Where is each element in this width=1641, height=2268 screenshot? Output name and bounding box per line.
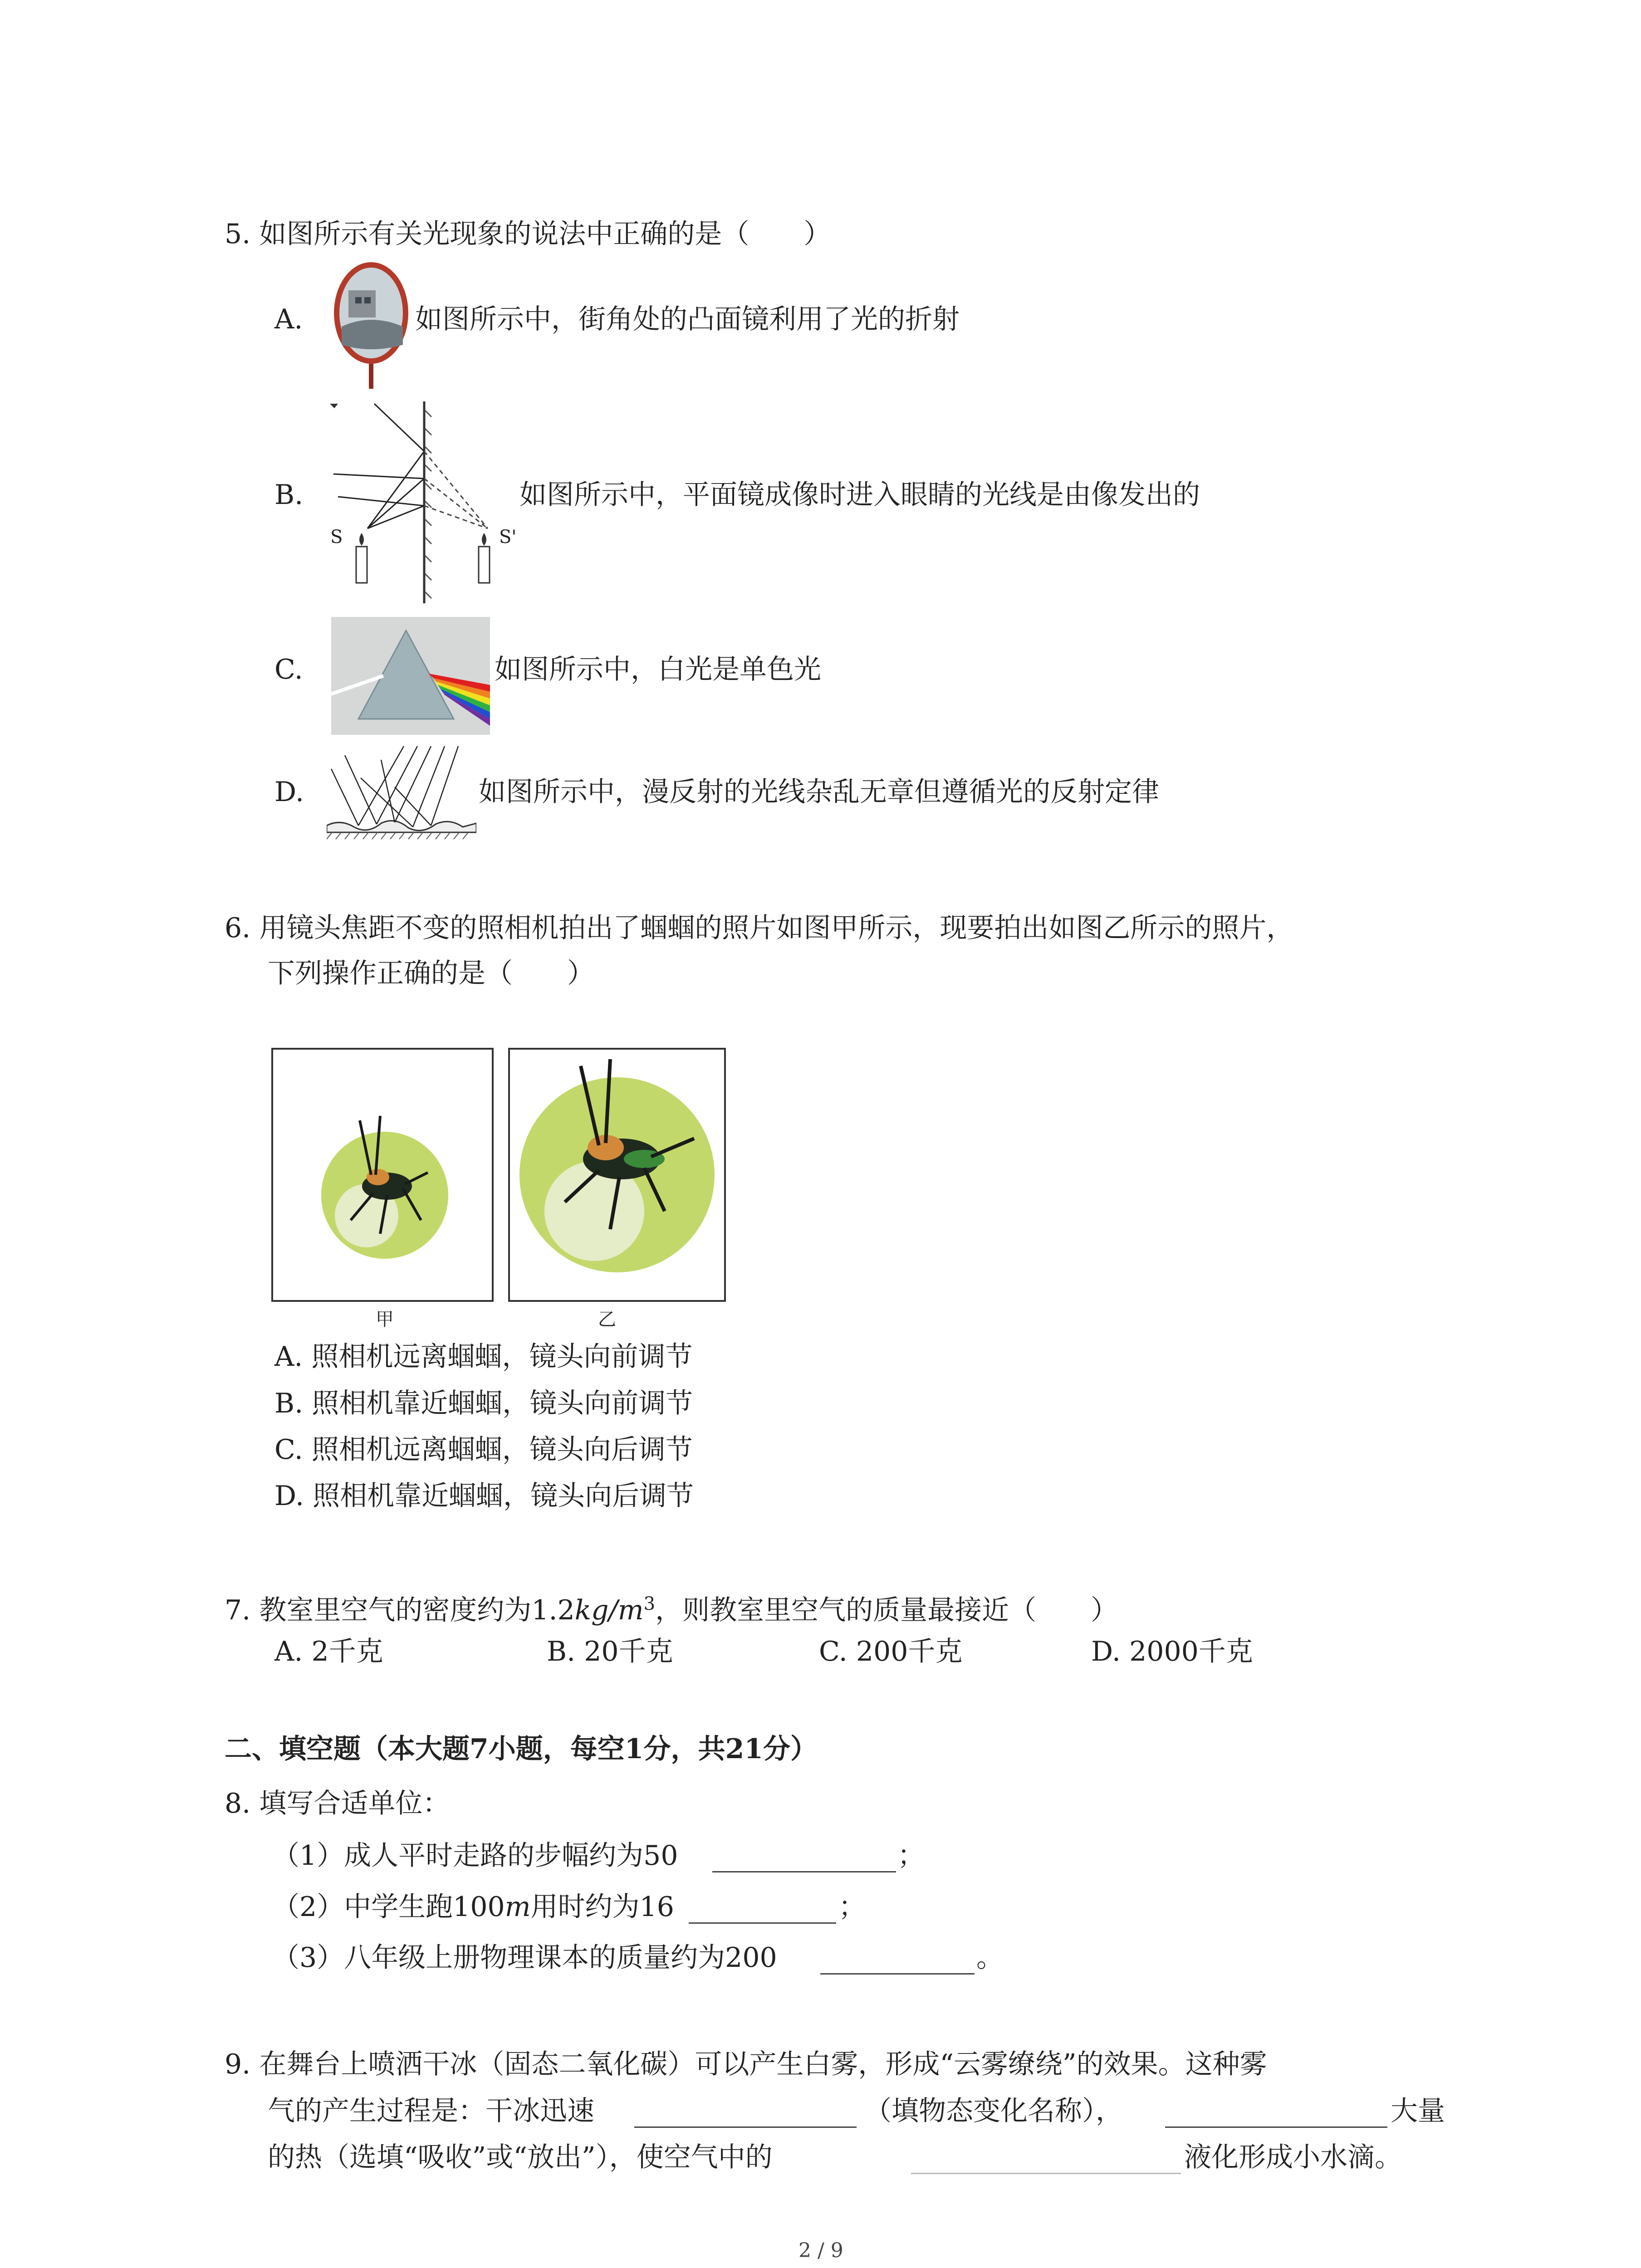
- q8-item-2-end: ；: [838, 1891, 866, 1923]
- q7-option-b: B. 20千克: [547, 1636, 673, 1667]
- q8-item-1-text: （1）成人平时走路的步幅约为50: [272, 1840, 678, 1872]
- q6-option-a: A. 照相机远离蝈蝈，镜头向前调节: [274, 1341, 693, 1373]
- prism-dispersion-figure: [331, 617, 490, 735]
- q9-line3-a: 的热（选填“吸收”或“放出”），使空气中的: [268, 2141, 773, 2173]
- q6-option-d: D. 照相机靠近蝈蝈，镜头向后调节: [274, 1480, 694, 1512]
- q5-option-d-letter: D.: [274, 776, 304, 808]
- q7-option-d: D. 2000千克: [1091, 1636, 1253, 1667]
- q5-option-d-text: 如图所示中，漫反射的光线杂乱无章但遵循光的反射定律: [479, 776, 1159, 808]
- q8-stem: 8. 填写合适单位：: [225, 1788, 450, 1819]
- q9-line2-c: 大量: [1391, 2095, 1445, 2127]
- photo-label-jia: 甲: [376, 1309, 394, 1330]
- q8-item-3-text: （3）八年级上册物理课本的质量约为200: [272, 1942, 777, 1974]
- page-number: 2 / 9: [798, 2239, 843, 2262]
- q8-item-3-end: 。: [976, 1942, 1004, 1974]
- q6-option-b: B. 照相机靠近蝈蝈，镜头向前调节: [274, 1388, 693, 1419]
- q5-option-b-letter: B.: [274, 479, 304, 511]
- q6-option-c: C. 照相机远离蝈蝈，镜头向后调节: [274, 1434, 693, 1466]
- q9-line3-b: 液化形成小水滴。: [1184, 2141, 1402, 2173]
- photo-yi-frame: [508, 1048, 726, 1302]
- q5-option-a-letter: A.: [274, 303, 303, 335]
- q8-item-2-text: [272, 1891, 674, 1923]
- q9-blank-1[interactable]: [634, 2126, 857, 2128]
- q9-blank-3[interactable]: [911, 2173, 1181, 2174]
- q9-line2-b: （填物态变化名称），: [864, 2095, 1123, 2127]
- q8-item-1-end: ；: [897, 1840, 925, 1872]
- section-2-heading: 二、填空题（本大题7小题，每空1分，共21分）: [225, 1733, 818, 1765]
- q8-item-2-after: 用时约为16: [530, 1891, 674, 1923]
- q7-stem: [225, 1588, 1118, 1627]
- diffuse-reflection-figure: [327, 742, 476, 846]
- q8-item-3-blank[interactable]: [820, 1973, 975, 1975]
- q7-option-c: C. 200千克: [819, 1636, 963, 1667]
- q5-option-a-text: 如图所示中，街角处的凸面镜利用了光的折射: [415, 303, 960, 335]
- q6-stem-line2: 下列操作正确的是（ ）: [268, 958, 594, 989]
- q8-item-2-before: （2）中学生跑100: [272, 1891, 505, 1923]
- q5-option-c-text: 如图所示中，白光是单色光: [495, 654, 821, 685]
- convex-mirror-figure: [330, 259, 412, 390]
- q6-stem-line1: 6. 用镜头焦距不变的照相机拍出了蝈蝈的照片如图甲所示，现要拍出如图乙所示的照片，: [225, 912, 1294, 944]
- q8-item-2-unit: m: [505, 1891, 531, 1923]
- q9-line1: 9. 在舞台上喷洒干冰（固态二氧化碳）可以产生白雾，形成“云雾缭绕”的效果。这种雾: [225, 2048, 1267, 2080]
- q5-stem: 5. 如图所示有关光现象的说法中正确的是（ ）: [225, 218, 831, 250]
- q5-option-b-text: 如图所示中，平面镜成像时进入眼睛的光线是由像发出的: [519, 479, 1200, 511]
- q7-stem-unit: kg/m: [574, 1594, 644, 1626]
- q7-stem-before: 7. 教室里空气的密度约为1.2: [225, 1594, 575, 1626]
- q7-stem-exp: 3: [643, 1593, 656, 1614]
- q9-blank-2[interactable]: [1165, 2126, 1387, 2128]
- q7-stem-after: ，则教室里空气的质量最接近（ ）: [655, 1594, 1118, 1626]
- photo-jia-frame: [271, 1048, 494, 1302]
- fig-b-label-s: S: [330, 527, 343, 547]
- q8-item-1-blank[interactable]: [712, 1871, 896, 1872]
- q9-line2-a: 气的产生过程是：干冰迅速: [268, 2095, 594, 2127]
- fig-b-label-s-prime: S': [499, 527, 517, 547]
- photo-label-yi: 乙: [598, 1309, 616, 1330]
- q7-option-a: A. 2千克: [274, 1636, 383, 1667]
- q8-item-2-blank[interactable]: [689, 1922, 836, 1924]
- plane-mirror-figure: [324, 397, 515, 606]
- q5-option-c-letter: C.: [274, 654, 303, 685]
